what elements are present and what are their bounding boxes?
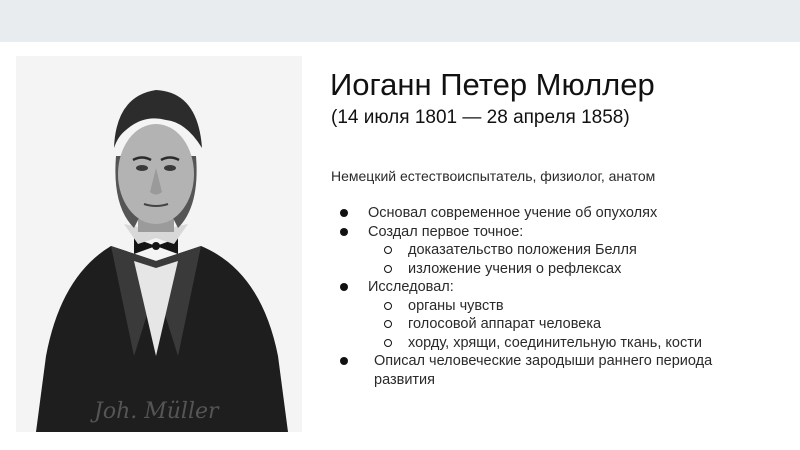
list-item-text: Создал первое точное: <box>368 223 524 240</box>
svg-text:Joh. Müller: Joh. Müller <box>94 399 219 424</box>
circle-bullet-icon <box>384 320 392 328</box>
list-item <box>340 352 790 389</box>
list-item <box>340 223 790 242</box>
circle-bullet-icon <box>384 246 392 254</box>
portrait-image <box>16 56 302 432</box>
page-title: Иоганн Петер Мюллер <box>330 67 655 102</box>
sub-list-item-text: хорду, хрящи, соединительную ткань, кости <box>408 334 702 351</box>
bullet-icon <box>340 209 348 217</box>
list-item-text: Описал человеческие зародыши раннего периода развития <box>374 353 713 388</box>
sub-list-item-text: доказательство положения Белля <box>408 242 637 258</box>
bullet-icon <box>340 283 348 291</box>
sub-list-item <box>340 241 790 260</box>
subtitle: Немецкий естествоиспытатель, физиолог, анатом <box>331 168 656 184</box>
list-item <box>340 278 790 297</box>
list-item <box>340 204 790 223</box>
sub-list-item-text: голосовой аппарат человека <box>408 316 602 332</box>
top-band <box>0 0 800 42</box>
bullet-icon <box>340 228 348 236</box>
sub-list-item-text: органы чувств <box>408 297 504 314</box>
sub-list-item-text: изложение учения о рефлексах <box>408 260 622 277</box>
sub-list-item <box>340 260 790 279</box>
portrait-engraving-icon <box>16 56 302 432</box>
sub-list-item <box>340 297 790 316</box>
bullet-icon <box>340 357 348 365</box>
circle-bullet-icon <box>384 339 392 347</box>
life-dates: (14 июля 1801 — 28 апреля 1858) <box>331 107 630 128</box>
list-item-text: Исследовал: <box>368 279 454 295</box>
circle-bullet-icon <box>384 265 392 273</box>
list-item-text: Основал современное учение об опухолях <box>368 205 658 221</box>
sub-list-item <box>340 334 790 353</box>
sub-list-item <box>340 315 790 334</box>
facts-list <box>340 204 790 389</box>
circle-bullet-icon <box>384 302 392 310</box>
